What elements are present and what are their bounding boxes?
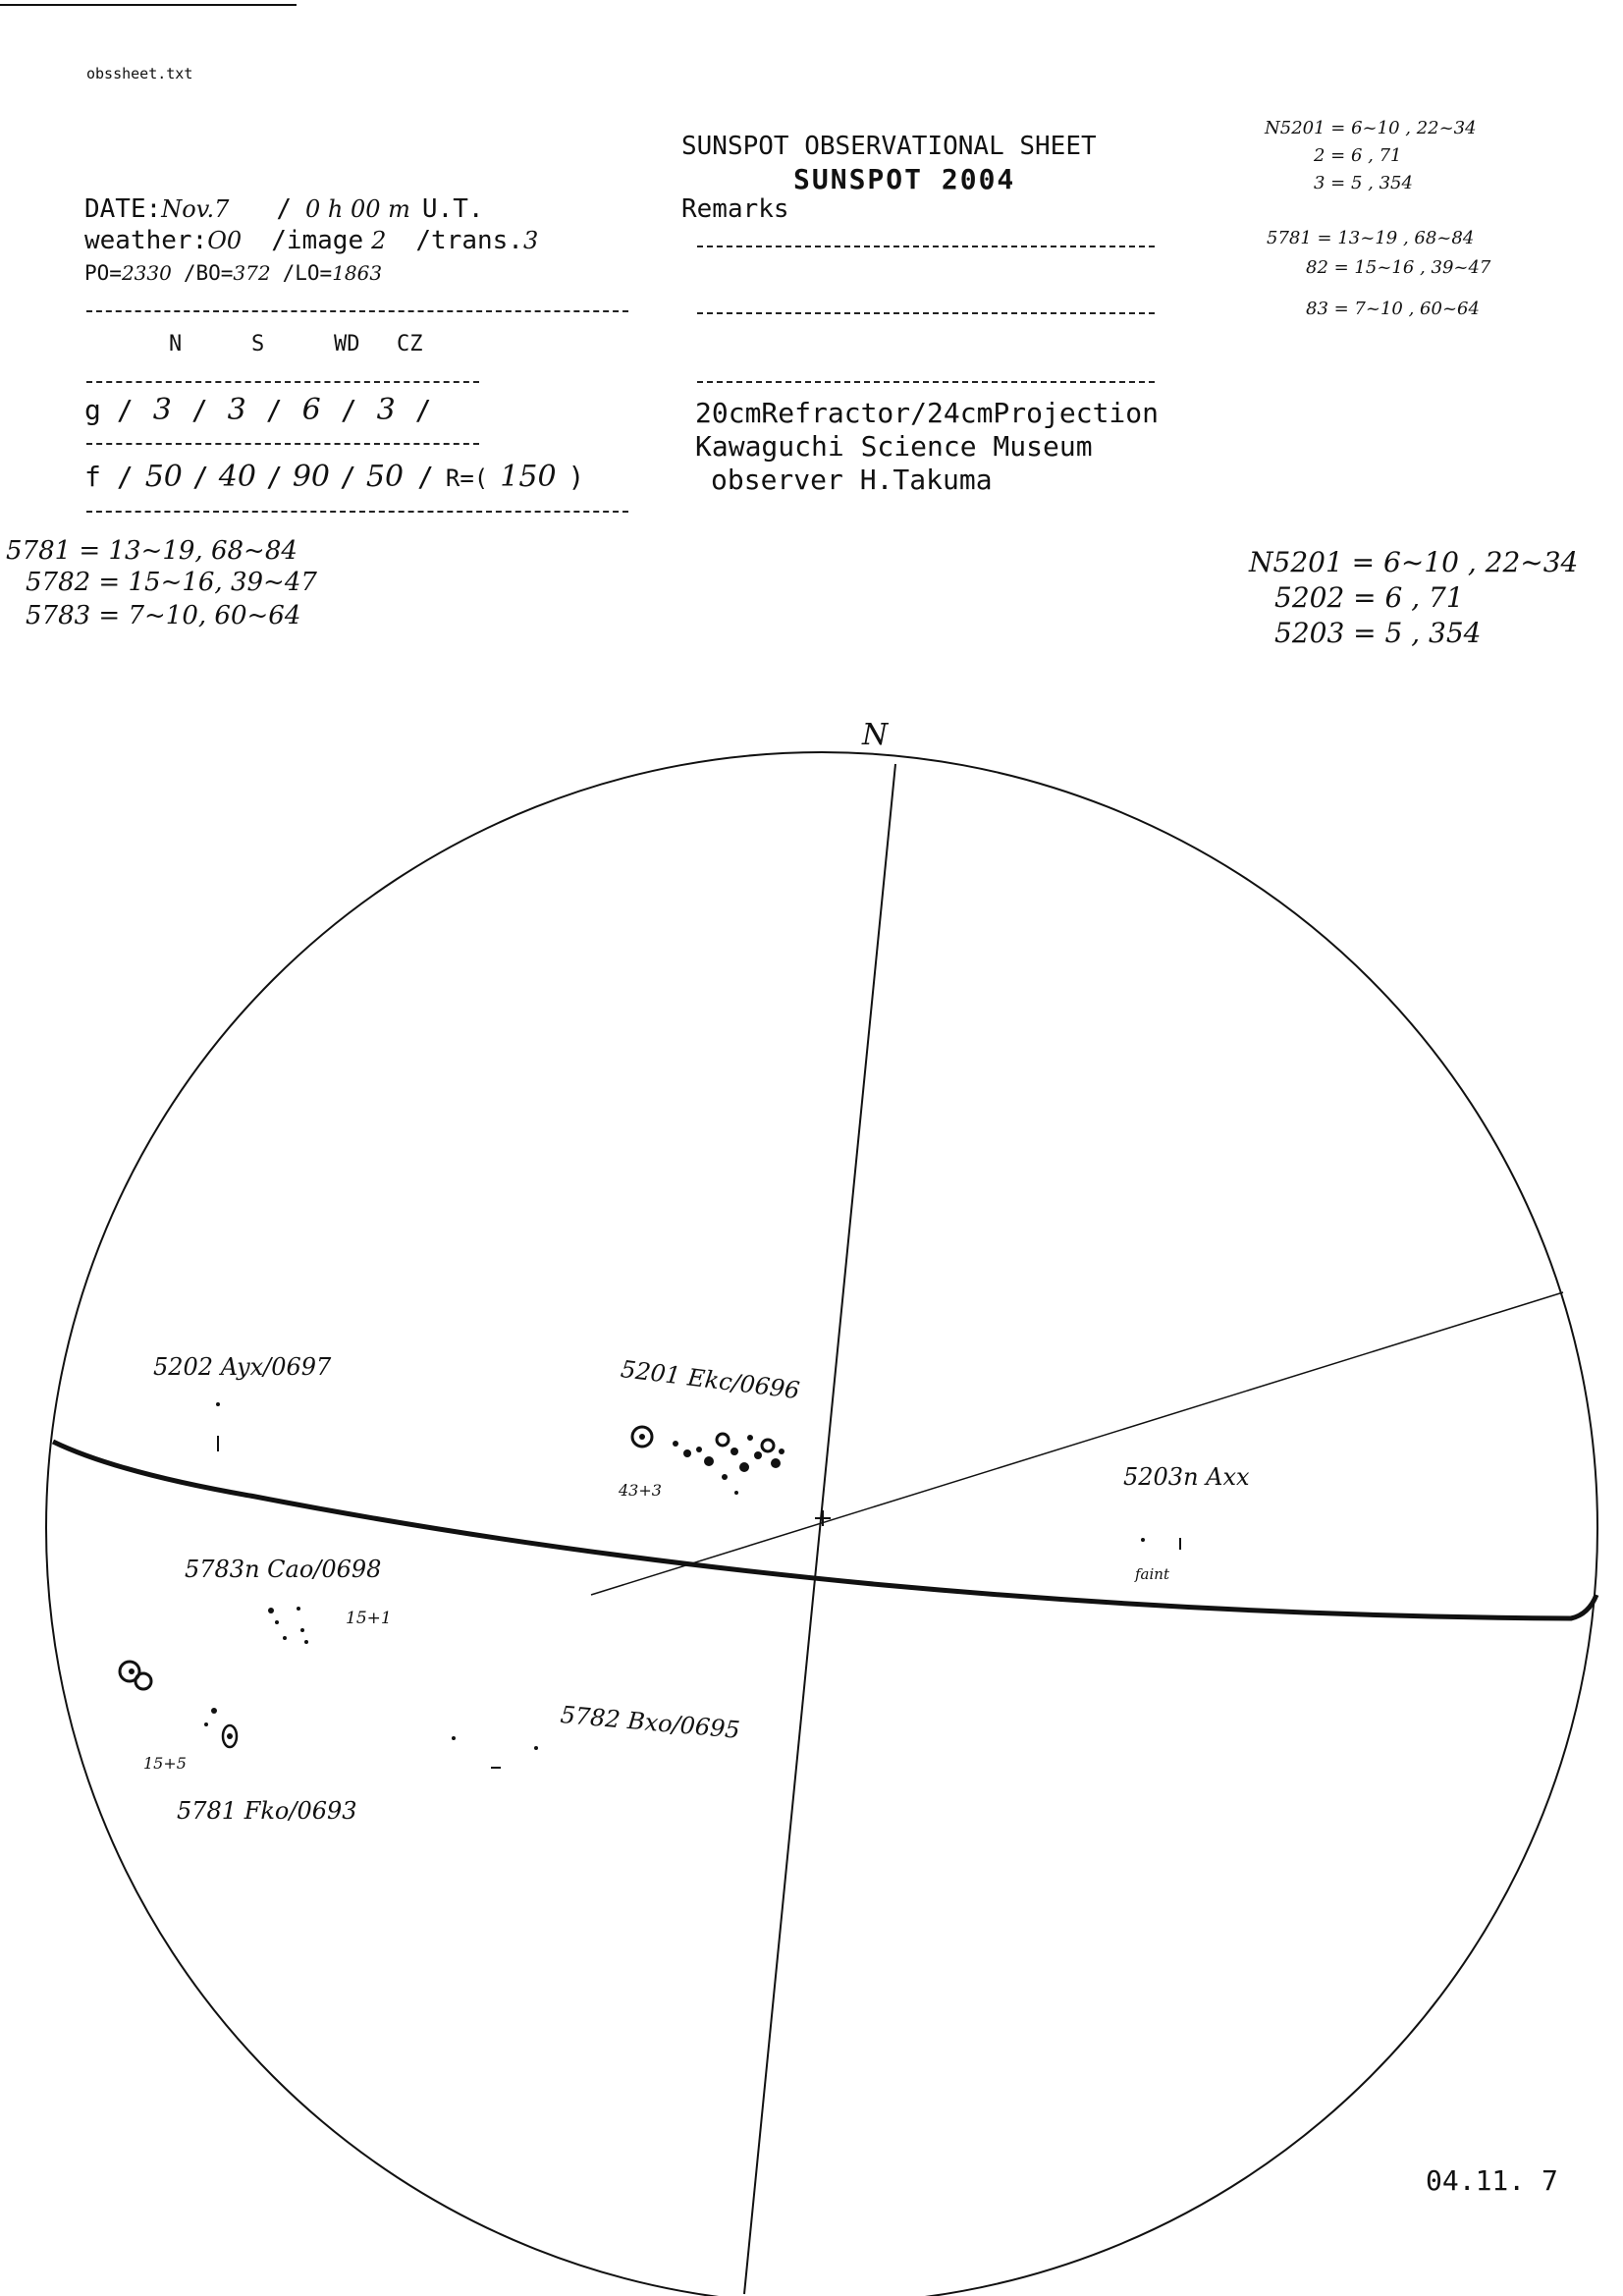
g-label: g xyxy=(84,394,101,426)
po-value: 2330 xyxy=(121,261,172,285)
file-label: obssheet.txt xyxy=(86,65,193,82)
f-value-wd: 90 xyxy=(292,460,330,494)
note-top-right-2: 2 = 6 , 71 xyxy=(1314,145,1402,166)
group-label-5201: 5201 Ekc/0696 xyxy=(619,1355,802,1405)
north-label: N xyxy=(862,718,889,752)
lo-label: /LO= xyxy=(282,261,333,285)
bo-label: /BO= xyxy=(183,261,234,285)
footer-date: 04.11. 7 xyxy=(1426,2164,1558,2197)
note-left-2: 5782 = 15~16, 39~47 xyxy=(26,568,317,597)
divider: / xyxy=(417,461,434,493)
weather-label: weather: xyxy=(84,226,208,255)
spot-5202 xyxy=(216,1402,220,1451)
g-value-wd: 6 xyxy=(301,393,321,427)
g-value-s: 3 xyxy=(227,393,246,427)
trans-label: /trans. xyxy=(415,226,523,255)
instrument-line-2: Kawaguchi Science Museum xyxy=(695,430,1093,463)
remarks-label: Remarks xyxy=(681,194,789,224)
time-suffix: U.T. xyxy=(421,194,484,224)
g-value-n: 3 xyxy=(152,393,172,427)
spot-cluster-5782 xyxy=(452,1736,538,1768)
spot-cluster-5781 xyxy=(120,1662,237,1747)
date-label: DATE: xyxy=(84,194,162,224)
divider: / xyxy=(116,461,134,493)
group-label-5203: 5203n Axx xyxy=(1123,1463,1250,1491)
sheet-subtitle: SUNSPOT 2004 xyxy=(793,163,1016,195)
divider: / xyxy=(414,394,432,426)
instrument-line-3: observer H.Takuma xyxy=(711,464,993,496)
trans-value: 3 xyxy=(522,227,539,254)
note-top-right-3: 3 = 5 , 354 xyxy=(1314,173,1413,193)
sheet-title: SUNSPOT OBSERVATIONAL SHEET xyxy=(681,132,1097,161)
note-left-1: 5781 = 13~19, 68~84 xyxy=(6,536,298,566)
divider: / xyxy=(190,394,208,426)
divider: / xyxy=(340,461,356,493)
note-top-right-4: 5781 = 13~19 , 68~84 xyxy=(1267,228,1475,248)
group-label-5781: 5781 Fko/0693 xyxy=(177,1797,357,1825)
note-right-1: N5201 = 6~10 , 22~34 xyxy=(1249,546,1579,578)
r-value: 150 xyxy=(500,460,557,494)
lo-value: 1863 xyxy=(332,261,383,285)
count-column-s: S xyxy=(251,332,265,356)
group-count-5201: 43+3 xyxy=(619,1481,662,1500)
group-label-5782: 5782 Bxo/0695 xyxy=(559,1701,741,1744)
count-column-cz: CZ xyxy=(397,332,423,356)
count-column-wd: WD xyxy=(334,332,360,356)
solar-equator-line xyxy=(53,1442,1596,1618)
note-left-3: 5783 = 7~10, 60~64 xyxy=(26,601,301,630)
instrument-line-1: 20cmRefractor/24cmProjection xyxy=(695,397,1160,429)
note-top-right-6: 83 = 7~10 , 60~64 xyxy=(1306,299,1480,319)
note-top-right-5: 82 = 15~16 , 39~47 xyxy=(1306,257,1491,278)
po-label: PO= xyxy=(84,261,122,285)
weather-value: O0 xyxy=(207,227,243,254)
bo-value: 372 xyxy=(233,261,271,285)
f-value-n: 50 xyxy=(144,460,183,494)
date-separator: / xyxy=(276,194,292,224)
note-right-2: 5202 = 6 , 71 xyxy=(1274,581,1464,614)
group-label-5783: 5783n Cao/0698 xyxy=(185,1556,382,1583)
spot-5203 xyxy=(1141,1538,1180,1550)
divider: / xyxy=(340,394,357,426)
divider: / xyxy=(116,394,134,426)
r-label: R=( xyxy=(445,465,489,492)
group-count-5781: 15+5 xyxy=(143,1754,187,1773)
note-top-right-1: N5201 = 6~10 , 22~34 xyxy=(1265,118,1477,138)
divider: / xyxy=(191,461,209,493)
divider: / xyxy=(265,461,283,493)
g-value-cz: 3 xyxy=(376,393,396,427)
time-value: 0 h 00 m xyxy=(305,195,410,223)
r-close: ) xyxy=(568,461,585,493)
f-value-s: 40 xyxy=(218,460,256,494)
count-column-n: N xyxy=(169,332,183,356)
group-count-5783: 15+1 xyxy=(346,1609,392,1628)
spot-cluster-5783 xyxy=(268,1607,308,1644)
group-label-5202: 5202 Ayx/0697 xyxy=(153,1353,332,1381)
date-value: Nov.7 xyxy=(161,195,230,223)
note-right-3: 5203 = 5 , 354 xyxy=(1274,617,1482,649)
f-value-cz: 50 xyxy=(365,460,405,494)
f-label: f xyxy=(84,461,101,493)
divider: / xyxy=(265,394,283,426)
image-label: /image xyxy=(271,226,364,255)
group-note-5203: faint xyxy=(1135,1565,1169,1583)
image-value: 2 xyxy=(371,227,387,254)
north-south-axis xyxy=(744,764,895,2294)
rotation-axis xyxy=(591,1292,1563,1595)
